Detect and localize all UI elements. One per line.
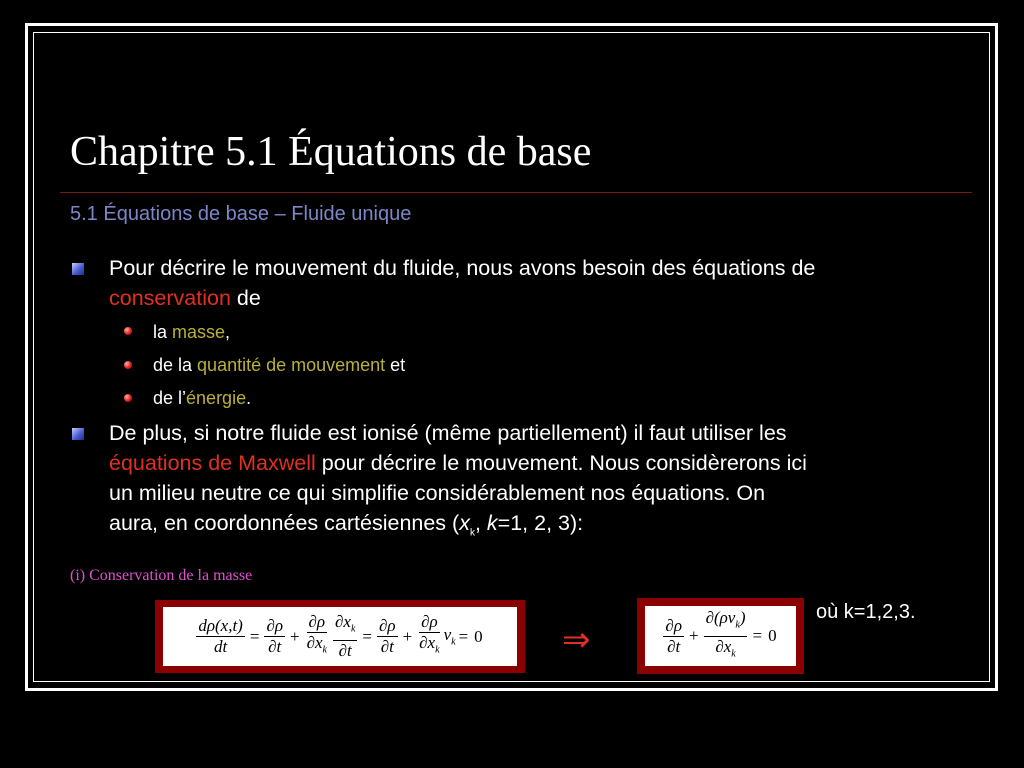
equals-sign: = <box>458 626 469 646</box>
bullet-dot-icon <box>124 361 132 369</box>
subbullet-text: , <box>225 322 231 342</box>
numerator: ∂ρ <box>421 612 438 632</box>
fraction <box>264 616 285 657</box>
bullet-text: =1, 2, 3): <box>497 511 584 535</box>
bullet-line: un milieu neutre ce qui simplifie considérablement nos équations. On <box>109 481 766 505</box>
denominator <box>417 633 441 660</box>
math-sub: k <box>469 527 475 539</box>
denominator: ∂t <box>380 637 394 656</box>
bullet-square-icon <box>72 428 84 440</box>
numerator: dρ(x,t) <box>198 616 243 635</box>
numerator: ∂ρ <box>266 616 283 635</box>
plus-sign: + <box>402 626 413 646</box>
slide-title: Chapitre 5.1 Équations de base <box>70 129 592 175</box>
equation-mass-eulerian-frame <box>637 598 804 674</box>
slide-subtitle: 5.1 Équations de base – Fluide unique <box>70 203 412 225</box>
denominator: ∂t <box>667 636 681 656</box>
zero: 0 <box>474 626 483 646</box>
denominator-text: ∂x <box>419 633 436 653</box>
numerator-text: ) <box>739 608 746 628</box>
denominator: dt <box>213 637 228 656</box>
highlight-masse: masse <box>172 322 226 342</box>
fraction <box>663 616 684 657</box>
equals-sign: = <box>362 626 372 646</box>
plus-sign: + <box>688 626 699 645</box>
denominator: ∂t <box>268 637 282 656</box>
subbullet-text: . <box>246 388 252 408</box>
denominator-text: ∂x <box>306 633 323 653</box>
math-sub: k <box>731 647 736 659</box>
highlight-quantite: quantité de mouvement <box>197 355 386 375</box>
numerator-text: ∂x <box>335 612 351 632</box>
bullet-text: pour décrire le mouvement. Nous considèrerons ici <box>315 451 807 475</box>
fraction <box>377 616 398 657</box>
bullet-square-icon <box>72 263 84 275</box>
numerator <box>333 612 357 640</box>
numerator: ∂ρ <box>308 612 326 632</box>
numerator: ∂ρ <box>379 616 396 635</box>
subbullet-quantite <box>153 350 405 380</box>
equals-sign: = <box>249 626 260 646</box>
highlight-maxwell: équations de Maxwell <box>109 451 316 475</box>
bullet-dot-icon <box>124 327 132 335</box>
highlight-energie: énergie <box>186 388 247 408</box>
implies-arrow-icon: ⇒ <box>562 620 591 660</box>
denominator: ∂t <box>338 640 352 660</box>
subbullet-text: et <box>385 355 406 375</box>
bullet-dot-icon <box>124 394 132 402</box>
bullet-text: , <box>474 511 487 535</box>
numerator-text: ∂(ρv <box>705 608 736 628</box>
subbullet-masse <box>153 317 230 347</box>
math-sub: k <box>435 644 440 656</box>
section-label: (i) Conservation de la masse <box>70 567 253 584</box>
fraction <box>417 612 441 660</box>
bullet-text: de <box>230 286 261 310</box>
subbullet-energie <box>153 383 251 413</box>
bullet-line: De plus, si notre fluide est ionisé (même partiellement) il faut utiliser les <box>109 421 787 445</box>
numerator <box>704 608 748 636</box>
bullet-conservation <box>109 253 969 313</box>
bullet-maxwell <box>109 418 969 548</box>
math-var: v <box>443 625 452 645</box>
title-divider <box>60 192 972 193</box>
equals-sign: = <box>752 626 763 645</box>
numerator: ∂ρ <box>665 615 682 635</box>
subbullet-text: de l’ <box>153 388 187 408</box>
math-sub: k <box>735 619 740 631</box>
equation-mass-lagrangian <box>163 607 517 666</box>
bullet-text: aura, en coordonnées cartésiennes ( <box>109 511 460 535</box>
zero: 0 <box>768 626 777 645</box>
plus-sign: + <box>290 626 300 646</box>
math-sub: k <box>322 644 327 656</box>
highlight-conservation: conservation <box>109 286 231 310</box>
math-var: x <box>459 511 470 535</box>
denominator <box>305 633 329 660</box>
index-note: où k=1,2,3. <box>816 601 916 623</box>
subbullet-text: la <box>153 322 173 342</box>
bullet-line: Pour décrire le mouvement du fluide, nous avons besoin des équations de <box>109 256 816 280</box>
denominator-text: ∂x <box>715 636 732 656</box>
bullet-line <box>109 283 969 313</box>
denominator <box>713 637 737 664</box>
subbullet-text: de la <box>153 355 198 375</box>
math-sub: k <box>451 636 456 648</box>
bullet-line <box>109 508 969 548</box>
fraction <box>704 608 748 664</box>
bullet-line <box>109 448 969 478</box>
fraction <box>196 616 245 657</box>
fraction <box>305 612 329 660</box>
equation-mass-eulerian <box>645 606 796 666</box>
equation-mass-lagrangian-frame <box>155 600 525 673</box>
velocity-term <box>444 625 456 647</box>
fraction <box>333 612 357 660</box>
math-sub: k <box>350 623 356 635</box>
math-var: k <box>486 511 498 535</box>
